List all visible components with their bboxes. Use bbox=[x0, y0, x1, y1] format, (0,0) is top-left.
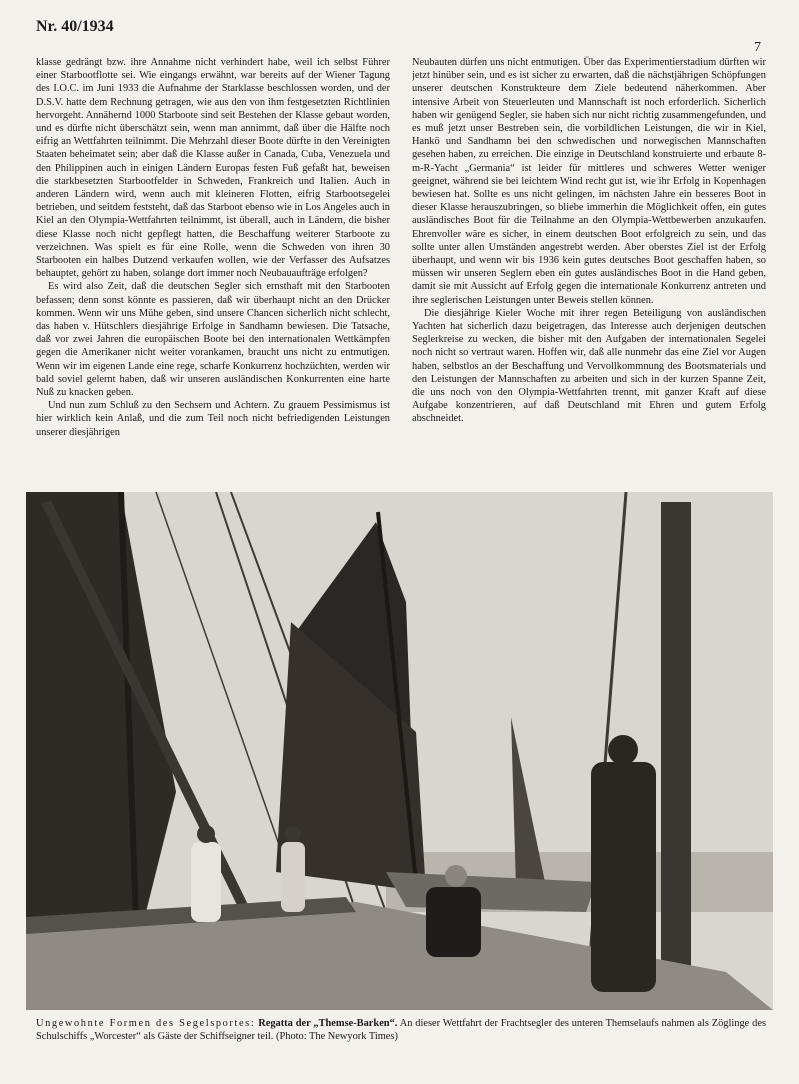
figure-seated-cadet bbox=[426, 887, 481, 957]
caption-lead: Ungewohnte Formen des Segelsportes: bbox=[36, 1018, 256, 1029]
article-left-column bbox=[36, 56, 390, 486]
right-paragraph-2: Die diesjährige Kieler Woche mit ihrer regen Beteiligung von ausländischen Yachten hat sicherlich dazu beigetragen, das Interesse auch derjenigen deutschen Seglerkreise zu wecken, die bisher mit den Aufgaben der internationalen Segelei noch nicht so vertraut waren. Hoffen wir, daß alle nunmehr das eine Ziel vor Augen haben, selbstlos an der Beschaffung und Vervollkommnung des Bootsmaterials und den Leistungen der Mannschaften zu arbeiten und sich in der kurzen Spanne Zeit, die uns noch von den Olympia-Wettfahrten trennt, mit ganzer Kraft auf diese Aufgabe konzentrieren, auf daß Deutschland mit Ehren und gutem Erfolg abschneidet. bbox=[412, 307, 766, 425]
caption-credit: (Photo: The Newyork Times) bbox=[276, 1031, 398, 1042]
figure-head bbox=[197, 825, 215, 843]
figure-right-foreground bbox=[591, 762, 656, 992]
page-number: 7 bbox=[754, 40, 761, 55]
caption-body: An dieser Wettfahrt der Frachtsegler des unteren Themselaufs nahmen als Zöglinge des Schulschiffs „Worcester“ als Gäste der Schiffseigner teil. bbox=[36, 1018, 766, 1042]
issue-number: Nr. 40/1934 bbox=[36, 18, 114, 35]
figure-head bbox=[608, 735, 638, 765]
article-body bbox=[36, 56, 766, 486]
right-paragraph-1: Neubauten dürfen uns nicht entmutigen. Über das Experimentierstadium dürften wir jetzt hinüber sein, und es ist sicher zu erwarten, daß die nächstjährigen Schöpfungen unserer deutschen Konstrukteure dem Ziele bedeutend näherkommen. Aber intensive Arbeit von Steuerleuten und Mannschaft ist noch erforderlich. Sicherlich haben wir genügend Segler, sie haben sich nur nicht richtig zusammengefunden, und es muß jetzt unser Bestreben sein, die vorbildlichen Leistungen, die wir in Kiel, Hankö und Sandhamn bei den schwedischen und norwegischen Mannschaften gesehen haben, zu erreichen. Die einzige in Deutschland konstruierte und erbaute 8-m-R-Yacht „Germania“ ist leider für mittleres und schweres Wetter weniger geeignet, während sie bei leichtem Wind recht gut ist, wie ihr Erfolg in Kopenhagen bewiesen hat. Sollte es uns nicht gelingen, im nächsten Jahre ein besseres Boot in dieser Klasse herauszubringen, so bliebe immerhin die Möglichkeit offen, ein gutes ausländisches Boot für die Teilnahme an den Olympia-Wettbewerben anzukaufen. Ehrenvoller wäre es sicher, in einem deutschen Boot erfolgreich zu sein, und das sollte unter allen Umständen angestrebt werden. Aber oberstes Ziel ist der Erfolg überhaupt, und wenn wir bis 1936 kein gutes deutsches Boot geschaffen haben, so müssen wir unseren Seglern eben ein gutes ausländisches Boot in die Hand geben, damit sie mit Aussicht auf Erfolg gegen die internationale Konkurrenz antreten und ihre seglerischen Leistungen unter Beweis stellen können. bbox=[412, 57, 766, 306]
photo-caption bbox=[36, 1017, 766, 1043]
regatta-photo bbox=[26, 492, 773, 1010]
article-right-column bbox=[412, 56, 766, 486]
figure-white-shirt bbox=[191, 842, 221, 922]
figure-head bbox=[285, 826, 301, 842]
figure-standing bbox=[281, 842, 305, 912]
caption-title: Regatta der „Themse-Barken“. bbox=[258, 1018, 398, 1029]
left-paragraph-1: klasse gedrängt bzw. ihre Annahme nicht verhindert habe, weil ich selbst Führer einer Starbootflotte sei. Wie eingangs erwähnt, war bereits auf der Wiener Tagung des I.O.C. im Juni 1933 die Aufnahme der Starklasse beschlossen worden, und der D.S.V. hatte dem Rechnung getragen, wie aus den von ihm festgesetzten Richtlinien hervorgeht. Annähernd 1000 Starboote sind seit Bestehen der Klasse gebaut worden, und es dürfte nicht überschätzt sein, wenn man annimmt, daß über die Hälfte noch eifrig an Wettfahrten teilnimmt. Die Mehrzahl dieser Boote dürfte in den Vereinigten Staaten beheimatet sein; aber daß die Klasse außer in Canada, Cuba, Venezuela und den Philippinen auch in einigen Ländern Europas festen Fuß gefaßt hat, beweisen die starkbesetzten Starbootfelder in Schweden, Frankreich und Italien. Auch in anderen Ländern wird, wenn auch mit kleineren Flotten, eifrig Starbootsegelei betrieben, und seitdem feststeht, daß das Starboot ebenso wie in Los Angeles auch in Kiel an den Olympia-Wettfahrten teilnimmt, ist überall, auch in Ländern, die bisher diese Klasse noch nicht gepflegt hatten, die Beschaffung weiterer Starboote zu verzeichnen. Was spielt es für eine Rolle, wenn die Schweden von ihren 30 Starbooten ein halbes Dutzend verkaufen wollen, wie der Verfasser des Aufsatzes behauptet, gehört zu haben, solange dort immer noch Neubauaufträge erfolgen? bbox=[36, 57, 390, 280]
left-paragraph-2: Es wird also Zeit, daß die deutschen Segler sich ernsthaft mit den Starbooten befassen; denn sonst könnte es passieren, daß wir überhaupt nicht an den Drücker kommen. Wenn wir uns Mühe geben, sind unsere Chancen sicherlich nicht schlecht, das haben v. Hütschlers diesjährige Erfolge in Sandhamn bewiesen. Die Tatsache, daß vor zwei Jahren die europäischen Boote bei den internationalen Wettkämpfen gegen die Amerikaner nicht weiter vorankamen, braucht uns nicht zu entmutigen. Wenn wir im eigenen Lande eine rege, scharfe Konkurrenz hochzüchten, werden wir bald soviel gelernt haben, daß wir unseren ausländischen Konkurrenten eine harte Nuß zu knacken geben. bbox=[36, 281, 390, 399]
left-paragraph-3: Und nun zum Schluß zu den Sechsern und Achtern. Zu grauem Pessimismus ist hier wirklich kein Anlaß, und die zum Teil noch nicht befriedigenden Leistungen unserer diesjährigen bbox=[36, 400, 390, 438]
right-mast bbox=[661, 502, 691, 1010]
figure-head bbox=[445, 865, 467, 887]
sailing-barges-illustration bbox=[26, 492, 773, 1010]
